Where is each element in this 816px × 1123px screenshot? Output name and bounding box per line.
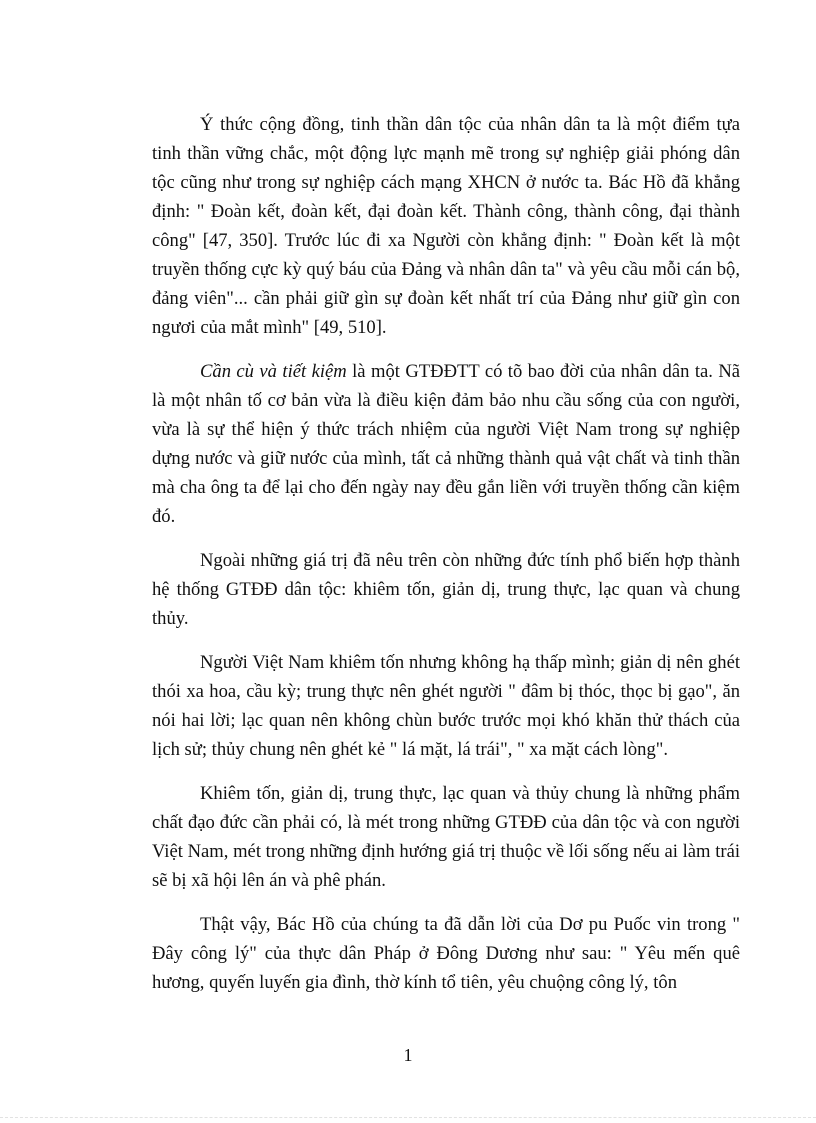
paragraph-5 (152, 779, 740, 895)
paragraph-text: Ngoài những giá trị đã nêu trên còn những đức tính phổ biến hợp thành hệ thống GTĐĐ dân tộc: khiêm tốn, giản dị, trung thực, lạc quan và chung thủy. (152, 550, 740, 629)
paragraph-text: Khiêm tốn, giản dị, trung thực, lạc quan và thủy chung là những phẩm chất đạo đức cần phải có, là mét trong những GTĐĐ của dân tộc và con người Việt Nam, mét trong những định hướng giá trị thuộc về lối sống nếu ai làm trái sẽ bị xã hội lên án và phê phán. (152, 783, 740, 891)
paragraph-2 (152, 357, 740, 531)
page-number: 1 (403, 1045, 413, 1065)
paragraph-italic-lead: Cần cù và tiết kiệm (200, 361, 347, 382)
paragraph-6 (152, 910, 740, 997)
paragraph-text: Ý thức cộng đồng, tinh thần dân tộc của nhân dân ta là một điểm tựa tinh thần vững chắc, một động lực mạnh mẽ trong sự nghiệp giải phóng dân tộc cũng như trong sự nghiệp cách mạng XHCN ở nước ta. Bác Hồ đã khẳng định: " Đoàn kết, đoàn kết, đại đoàn kết. Thành công, thành công, đại thành công" [47, 350]. Trước lúc đi xa Người còn khẳng định: " Đoàn kết là một truyền thống cực kỳ quý báu của Đảng và nhân dân ta" và yêu cầu mỗi cán bộ, đảng viên"... cần phải giữ gìn sự đoàn kết nhất trí của Đảng như giữ gìn con ngươi của mắt mình" [49, 510]. (152, 114, 740, 338)
paragraph-text: Người Việt Nam khiêm tốn nhưng không hạ thấp mình; giản dị nên ghét thói xa hoa, cầu kỳ; trung thực nên ghét người " đâm bị thóc, thọc bị gạo", ăn nói hai lời; lạc quan nên không chùn bước trước mọi khó khăn thử thách của lịch sử; thủy chung nên ghét kẻ " lá mặt, lá trái", " xa mặt cách lòng". (152, 652, 740, 760)
paragraph-text: là một GTĐĐTT có tõ bao đời của nhân dân ta. Nã là một nhân tố cơ bản vừa là điều kiện đảm bảo nhu cầu sống của con người, vừa là sự thể hiện ý thức trách nhiệm của người Việt Nam trong sự nghiệp dựng nước và giữ nước của mình, tất cả những thành quả vật chất và tinh thần mà cha ông ta để lại cho đến ngày nay đều gắn liền với truyền thống cần kiệm đó. (152, 361, 741, 527)
page-bottom-divider (0, 1117, 816, 1118)
paragraph-text: Thật vậy, Bác Hồ của chúng ta đã dẫn lời của Dơ pu Puốc vin trong " Đây công lý" của thực dân Pháp ở Đông Dương như sau: " Yêu mến quê hương, quyến luyến gia đình, thờ kính tổ tiên, yêu chuộng công lý, tôn (152, 914, 740, 993)
paragraph-1 (152, 110, 740, 342)
paragraph-4 (152, 648, 740, 764)
paragraph-3 (152, 546, 740, 633)
document-body (152, 110, 740, 1012)
